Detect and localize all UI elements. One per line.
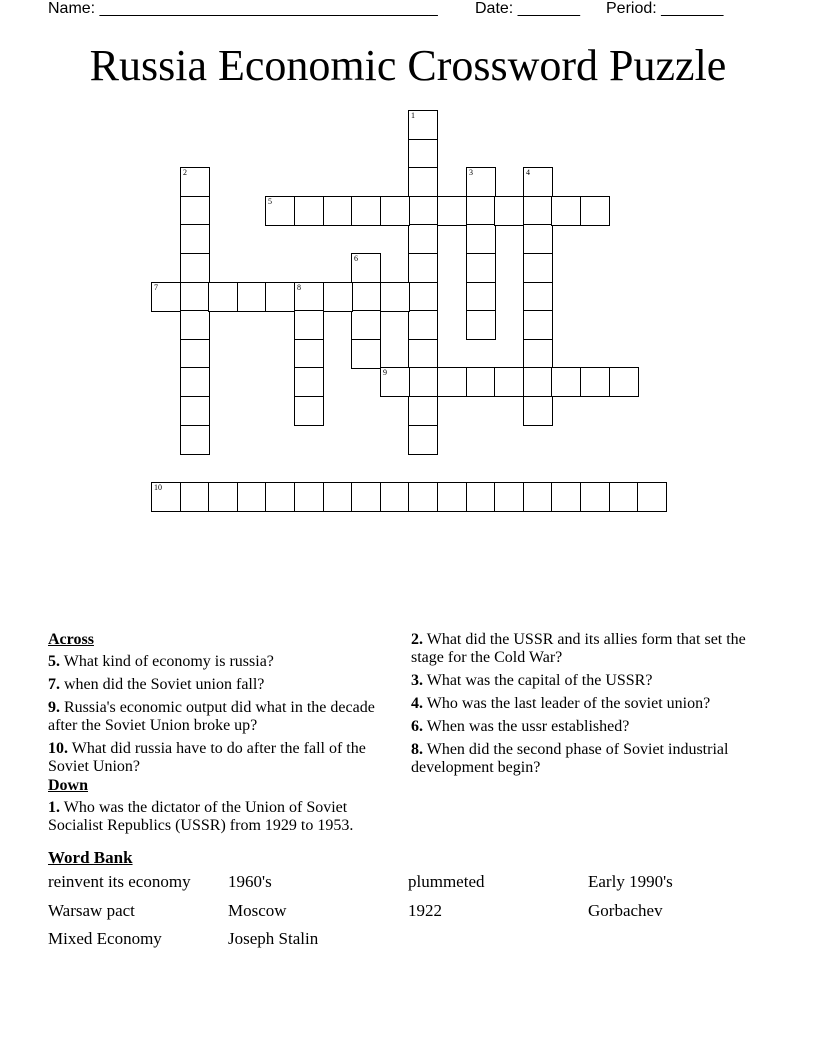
crossword-cell[interactable] (351, 282, 381, 312)
clue-number-label: 3 (469, 168, 473, 177)
clue-down-3 (411, 672, 761, 690)
clue-number-label: 8 (297, 283, 301, 292)
crossword-cell[interactable] (551, 367, 581, 397)
crossword-cell[interactable] (294, 310, 324, 340)
crossword-cell[interactable] (180, 282, 210, 312)
clues-right-column (411, 631, 761, 782)
clue-across-9 (48, 699, 393, 735)
clue-number-label: 7 (154, 283, 158, 292)
crossword-cell[interactable] (408, 282, 438, 312)
crossword-cell[interactable] (408, 167, 438, 197)
clue-number: 10. (48, 740, 68, 757)
word-bank-title: Word Bank (48, 848, 133, 867)
clue-down-8 (411, 741, 761, 777)
crossword-cell[interactable] (466, 196, 496, 226)
crossword-cell[interactable] (294, 339, 324, 369)
crossword-cell[interactable] (323, 282, 353, 312)
clue-text: What did the USSR and its allies form that set the stage for the Cold War? (411, 631, 746, 666)
crossword-cell[interactable] (466, 253, 496, 283)
crossword-cell[interactable] (609, 367, 639, 397)
crossword-cell[interactable] (180, 482, 210, 512)
crossword-cell[interactable] (523, 310, 553, 340)
crossword-cell[interactable] (151, 282, 181, 312)
crossword-cell[interactable] (494, 482, 524, 512)
crossword-cell[interactable] (523, 367, 553, 397)
crossword-cell[interactable] (408, 310, 438, 340)
word-bank-item: reinvent its economy (48, 872, 191, 891)
crossword-cell[interactable] (466, 282, 496, 312)
clue-number: 4. (411, 695, 423, 712)
crossword-cell[interactable] (408, 367, 438, 397)
crossword-cell[interactable] (237, 482, 267, 512)
crossword-cell[interactable] (294, 367, 324, 397)
crossword-cell[interactable] (580, 482, 610, 512)
across-heading: Across (48, 631, 94, 648)
crossword-cell[interactable] (380, 196, 410, 226)
crossword-cell[interactable] (351, 482, 381, 512)
word-bank-item: 1922 (408, 900, 442, 920)
crossword-cell[interactable] (494, 367, 524, 397)
crossword-cell[interactable] (580, 367, 610, 397)
clue-number: 2. (411, 631, 423, 648)
clues-left-column (48, 631, 393, 840)
clue-number: 6. (411, 718, 423, 735)
clue-down-4 (411, 695, 761, 713)
crossword-cell[interactable] (323, 482, 353, 512)
crossword-cell[interactable] (466, 224, 496, 254)
date-field-label[interactable]: Date: _______ (475, 0, 580, 17)
crossword-cell[interactable] (637, 482, 667, 512)
crossword-cell[interactable] (466, 310, 496, 340)
clue-text: Who was the dictator of the Union of Soviet Socialist Republics (USSR) from 1929 to 1953. (48, 799, 354, 834)
crossword-cell[interactable] (494, 196, 524, 226)
period-field-label[interactable]: Period: _______ (606, 0, 724, 17)
crossword-cell[interactable] (408, 482, 438, 512)
crossword-cell[interactable] (180, 253, 210, 283)
crossword-cell[interactable] (437, 482, 467, 512)
crossword-cell[interactable] (294, 482, 324, 512)
crossword-cell[interactable] (408, 224, 438, 254)
crossword-cell[interactable] (408, 196, 438, 226)
word-bank-item: Gorbachev (588, 900, 663, 920)
clue-text: When was the ussr established? (426, 718, 630, 735)
word-bank-item: Mixed Economy (48, 929, 162, 948)
crossword-cell[interactable] (580, 196, 610, 226)
crossword-cell[interactable] (551, 482, 581, 512)
crossword-cell[interactable] (180, 396, 210, 426)
crossword-cell[interactable] (523, 167, 553, 197)
crossword-cell[interactable] (351, 339, 381, 369)
crossword-cell[interactable] (408, 110, 438, 140)
crossword-cell[interactable] (408, 139, 438, 169)
clue-down-1 (48, 799, 393, 835)
clue-number-label: 9 (383, 368, 387, 377)
crossword-cell[interactable] (323, 196, 353, 226)
clue-down-2 (411, 631, 761, 667)
crossword-cell[interactable] (466, 167, 496, 197)
clue-number: 1. (48, 799, 60, 816)
clue-text: When did the second phase of Soviet industrial development begin? (411, 741, 729, 776)
crossword-cell[interactable] (609, 482, 639, 512)
clue-across-10 (48, 740, 393, 776)
page-title: Russia Economic Crossword Puzzle (89, 41, 727, 90)
word-bank-item: 1960's (228, 872, 272, 891)
clue-number-label: 5 (268, 197, 272, 206)
clue-number-label: 10 (154, 483, 162, 492)
crossword-cell[interactable] (523, 282, 553, 312)
crossword-cell[interactable] (351, 310, 381, 340)
crossword-cell[interactable] (523, 482, 553, 512)
crossword-cell[interactable] (294, 282, 324, 312)
crossword-cell[interactable] (208, 282, 238, 312)
crossword-cell[interactable] (180, 167, 210, 197)
clue-number-label: 1 (411, 111, 415, 120)
crossword-cell[interactable] (208, 482, 238, 512)
crossword-cell[interactable] (237, 282, 267, 312)
crossword-cell[interactable] (437, 196, 467, 226)
clue-number-label: 4 (526, 168, 530, 177)
word-bank-item: Early 1990's (588, 872, 673, 891)
word-bank-item: plummeted (408, 872, 485, 891)
word-bank-item: Moscow (228, 900, 287, 920)
crossword-cell[interactable] (180, 425, 210, 455)
crossword-cell[interactable] (408, 339, 438, 369)
crossword-cell[interactable] (551, 196, 581, 226)
crossword-cell[interactable] (523, 396, 553, 426)
crossword-cell[interactable] (265, 482, 295, 512)
crossword-cell[interactable] (180, 310, 210, 340)
clue-number: 3. (411, 672, 423, 689)
clue-text: What did russia have to do after the fall of the Soviet Union? (48, 740, 366, 775)
word-bank-item: Warsaw pact (48, 900, 135, 920)
clue-number-label: 6 (354, 254, 358, 263)
crossword-cell[interactable] (408, 253, 438, 283)
clue-number: 5. (48, 653, 60, 670)
crossword-cell[interactable] (151, 482, 181, 512)
clue-across-5 (48, 653, 393, 671)
clue-down-6 (411, 718, 761, 736)
crossword-cell[interactable] (523, 253, 553, 283)
clue-number: 8. (411, 741, 423, 758)
clue-text: when did the Soviet union fall? (64, 676, 265, 693)
crossword-cell[interactable] (380, 482, 410, 512)
crossword-cell[interactable] (180, 339, 210, 369)
crossword-cell[interactable] (265, 282, 295, 312)
crossword-cell[interactable] (523, 196, 553, 226)
clue-text: What kind of economy is russia? (63, 653, 274, 670)
crossword-cell[interactable] (294, 196, 324, 226)
crossword-cell[interactable] (180, 367, 210, 397)
crossword-cell[interactable] (380, 367, 410, 397)
clue-number: 7. (48, 676, 60, 693)
name-field-label[interactable]: Name: ______________________________________ (48, 0, 438, 17)
crossword-cell[interactable] (380, 282, 410, 312)
crossword-cell[interactable] (523, 339, 553, 369)
crossword-cell[interactable] (351, 196, 381, 226)
crossword-cell[interactable] (294, 396, 324, 426)
crossword-cell[interactable] (180, 224, 210, 254)
crossword-cell[interactable] (523, 224, 553, 254)
down-heading: Down (48, 777, 89, 794)
crossword-cell[interactable] (265, 196, 295, 226)
clue-number: 9. (48, 699, 60, 716)
crossword-cell[interactable] (466, 482, 496, 512)
word-bank-item: Joseph Stalin (228, 929, 319, 948)
clue-text: Who was the last leader of the soviet union? (426, 695, 711, 712)
crossword-cell[interactable] (408, 425, 438, 455)
word-bank (48, 873, 768, 949)
crossword-cell[interactable] (408, 396, 438, 426)
crossword-cell[interactable] (437, 367, 467, 397)
clue-text: What was the capital of the USSR? (426, 672, 653, 689)
clue-number-label: 2 (183, 168, 187, 177)
crossword-cell[interactable] (466, 367, 496, 397)
clue-text: Russia's economic output did what in the decade after the Soviet Union broke up? (48, 699, 375, 734)
crossword-cell[interactable] (180, 196, 210, 226)
crossword-cell[interactable] (351, 253, 381, 283)
clue-across-7 (48, 676, 393, 694)
